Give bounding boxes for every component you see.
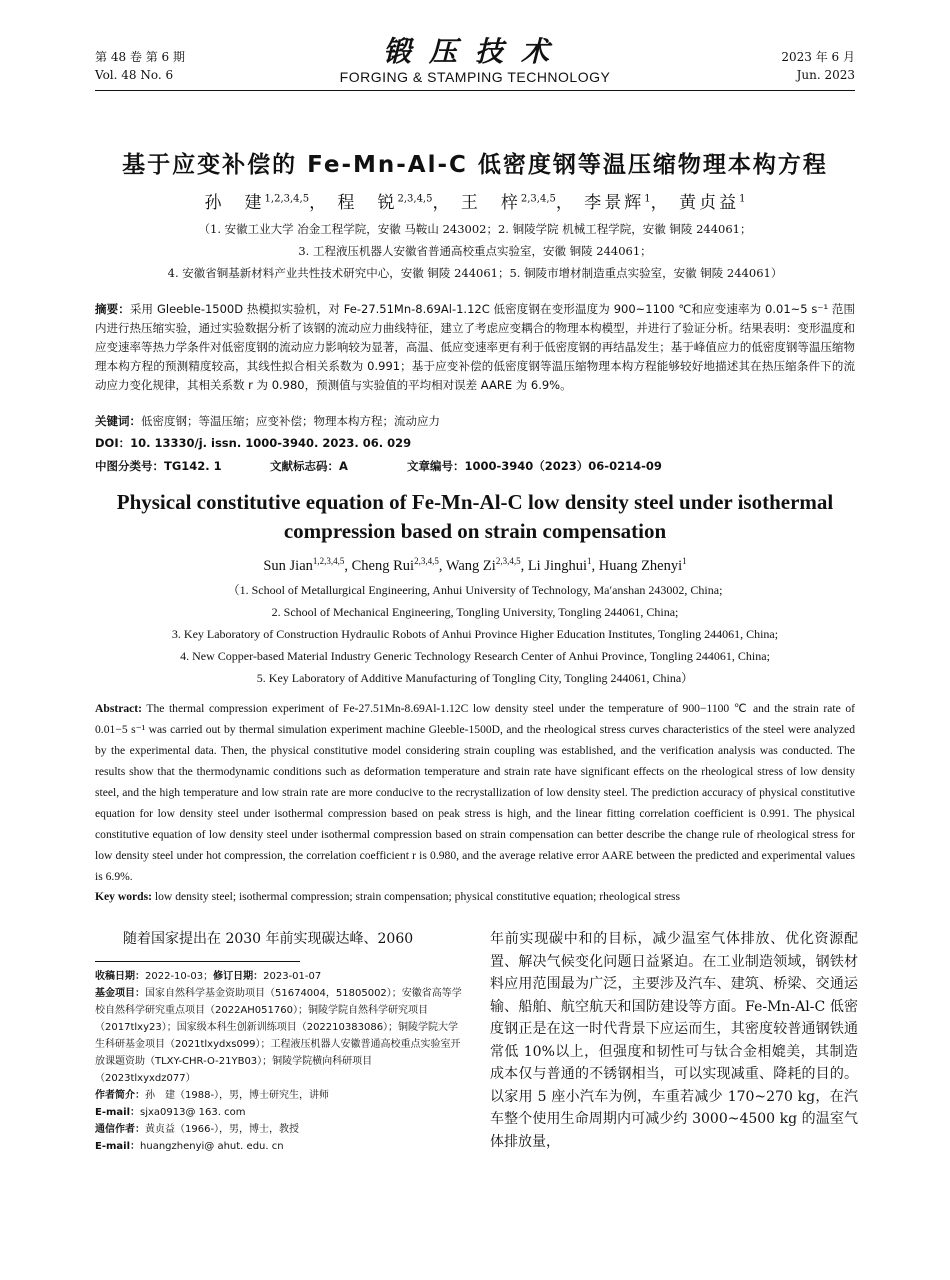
affiliation-line: 5. Key Laboratory of Additive Manufacturing of Tongling City, Tongling 244061, China） — [256, 671, 694, 685]
author-en: Huang Zhenyi — [598, 557, 683, 574]
keywords-en-label: Key words: — [95, 890, 152, 903]
journal-title-cn: 锻压技术 — [382, 35, 567, 68]
article-no-cell — [407, 457, 662, 476]
footnote-text: 国家自然科学基金资助项目（51674004，51805002）；安徽省高等学校自然科学研究重点项目（2022AH051760）；铜陵学院自然科学研究项目（2017tlxy23）；国家级本科生创新训练项目（202210383086）；铜陵学院大学生科研基金项目（2021tlxydxs099）；工程液压机器人安徽普通高校重点实验室开放课题资助（TLXY-CHR-O-21YB03）；铜陵学院横向科研项目（2023tlxyxdz077） — [95, 987, 462, 1084]
author-cn: 黄贞益 — [679, 193, 740, 213]
footnote-received — [95, 968, 463, 985]
body-paragraph: 随着国家提出在 2030 年前实现碳达峰、2060 — [123, 931, 414, 947]
article-no-value: 1000-3940（2023）06-0214-09 — [464, 459, 662, 473]
doc-code-label: 文献标志码： — [270, 459, 339, 473]
footnote-funding — [95, 985, 463, 1087]
author-list-en: Sun Jian$^{1,2,3,4,5}$, Cheng Rui$^{2,3,4,5}$, Wang Zi$^{2,3,4,5}$, Li Jinghui$^1$, Huang Zhenyi$^1$ — [263, 556, 687, 574]
clc-label: 中图分类号： — [95, 459, 164, 473]
footnotes — [95, 968, 463, 1155]
abstract-cn-text: 采用 Gleeble-1500D 热模拟实验机，对 Fe-27.51Mn-8.69Al-1.12C 低密度钢在变形温度为 900~1100 ℃和应变速率为 0.01~5 s⁻¹ 范围内进行热压缩实验，通过实验数据分析了该钢的流动应力曲线特征，建立了考虑应变耦合的物理本构模型，并进行了验证分析。结果表明：变形温度和应变速率等热力学条件对低密度钢的流动应力影响较为显著，高温、低应变速率更有利于低密度钢的再结晶发生；基于峰值应力的低密度钢等温压缩物理本构方程的预测精度较高，其线性拟合相关系数为 0.991；基于应变补偿的低密度钢等温压缩物理本构方程能够较好地描述其在热压缩条件下的流动应力变化规律，其相关系数 r 为 0.980，预测值与实验值的平均相对误差 AARE 为 6.9%。 — [95, 302, 856, 392]
author-en: Cheng Rui — [351, 557, 415, 574]
doi-value[interactable]: 10. 13330/j. issn. 1000-3940. 2023. 06. 029 — [130, 436, 412, 450]
abstract-en-text: The thermal compression experiment of Fe-27.51Mn-8.69Al-1.12C low density steel under the temperature of 900−1100 ℃ and the strain rate of 0.01−5 s⁻¹ was carried out by thermal simulation experiment machine Gleeble-1500D, and the rheological stress curves characteristics of the steel were analyzed by the experimental data. Then, the physical constitutive model considering strain coupling was established, and the verification analysis was conducted. The results show that the thermodynamic conditions such as deformation temperature and strain rate have significant effects on the rheological stress of low density steel, and the high temperature and low strain rate are more conducive to the recrystallization of low density steel. The prediction accuracy of physical constitutive equation for low density steel under isothermal compression based on peak stress is high, and the linear fitting correlation coefficient is 0.991. The physical constitutive equation of low density steel under isothermal compression based on strain compensation can better describe the change rule of rheological stress for low density steel under hot compression, the correlation coefficient r is 0.980, and the average relative error AARE between the predicted and experimental values is 6.9%. — [95, 702, 855, 883]
author-affil-sup: 1 — [739, 193, 746, 205]
body-column-right — [490, 928, 858, 1153]
affiliations-cn — [60, 218, 890, 284]
footnote-label: E-mail： — [95, 1106, 141, 1118]
author-en: Sun Jian — [263, 557, 313, 574]
footnote-label: 作者简介： — [95, 1089, 145, 1101]
affiliation-line: 3. 工程液压机器人安徽省普通高校重点实验室，安徽 铜陵 244061； — [298, 244, 652, 258]
body-paragraph: 年前实现碳中和的目标，减少温室气体排放、优化资源配置、解决气候变化问题日益紧迫。在工业制造领域，钢铁材料应用范围最为广泛，主要涉及汽车、建筑、桥梁、交通运输、船舶、航空航天和国防建设等方面。Fe-Mn-Al-C 低密度钢正是在这一时代背景下应运而生，其密度较普通钢铁通常低 10%以上，但强度和韧性可与钛合金相媲美，其制造成本仅与普通的不锈钢相当，可以实现减重、降耗的目的。以家用 5 座小汽车为例，车重若减少 170~270 kg，在汽车整个使用生命周期内可减少约 3000~4500 kg 的温室气体排放量， — [490, 931, 858, 1150]
author-en: Li Jinghui — [527, 557, 588, 574]
doi-line — [95, 434, 855, 453]
abstract-cn-label: 摘要： — [95, 302, 130, 316]
volume-en: Vol. 48 No. 6 — [95, 68, 174, 82]
author-affil-sup: 1 — [587, 556, 592, 566]
affiliation-line: 2. School of Mechanical Engineering, Tongling University, Tongling 244061, China; — [271, 605, 679, 619]
keywords-cn — [95, 412, 855, 431]
author-cn: 程 锐 — [337, 193, 398, 213]
date-cn: 2023 年 6 月 — [781, 50, 855, 64]
affiliations-en — [60, 579, 890, 689]
clc-cell — [95, 457, 222, 476]
author-affil-sup: 2,3,4,5 — [397, 193, 433, 205]
footnote-text: 黄贞益（1966-），男，博士，教授 — [145, 1123, 300, 1135]
footnote-email[interactable]: huangzhenyi@ ahut. edu. cn — [140, 1140, 284, 1152]
doc-code-value: A — [339, 459, 348, 473]
author-affil-sup: 2,3,4,5 — [414, 556, 439, 566]
footnote-corresponding — [95, 1121, 463, 1138]
keywords-cn-text: 低密度钢；等温压缩；应变补偿；物理本构方程；流动应力 — [141, 414, 440, 428]
volume-cn: 第 48 卷 第 6 期 — [95, 50, 185, 64]
footnote-label: 基金项目： — [95, 987, 145, 999]
author-en: Wang Zi — [445, 557, 496, 574]
footnote-email[interactable]: sjxa0913@ 163. com — [140, 1106, 246, 1118]
journal-title-en: FORGING & STAMPING TECHNOLOGY — [339, 69, 611, 85]
footnote-text: 孙 建（1988-），男，博士研究生，讲师 — [145, 1089, 330, 1101]
footnote-label: 收稿日期： — [95, 970, 145, 982]
affiliation-line: 3. Key Laboratory of Construction Hydraulic Robots of Anhui Province Higher Education Institutes, Tongling 244061, China; — [171, 627, 779, 641]
author-affil-sup: 1,2,3,4,5 — [264, 193, 310, 205]
affiliation-line: 4. New Copper-based Material Industry Generic Technology Research Center of Anhui Province, Tongling 244061, China; — [180, 649, 770, 663]
doc-code-cell — [270, 457, 348, 476]
paper-title-cn: 基于应变补偿的 Fe-Mn-Al-C 低密度钢等温压缩物理本构方程 — [122, 152, 828, 178]
abstract-en-label: Abstract: — [95, 702, 143, 715]
affiliation-line: （1. School of Metallurgical Engineering, Anhui University of Technology, Ma′anshan 243002, China; — [227, 583, 723, 597]
doi-label: DOI： — [95, 436, 131, 450]
abstract-cn — [95, 300, 855, 395]
article-no-label: 文章编号： — [407, 459, 465, 473]
footnote-label: 修订日期： — [213, 970, 264, 982]
author-affil-sup: 2,3,4,5 — [520, 193, 556, 205]
author-affil-sup: 1,2,3,4,5 — [312, 556, 345, 566]
date-en: Jun. 2023 — [796, 68, 855, 82]
affiliation-line: 4. 安徽省铜基新材料产业共性技术研究中心，安徽 铜陵 244061；5. 铜陵市增材制造重点实验室，安徽 铜陵 244061） — [167, 266, 783, 280]
keywords-en — [95, 887, 855, 906]
footnote-rule — [95, 961, 300, 962]
header-date — [781, 48, 855, 84]
footnote-author-bio — [95, 1087, 463, 1104]
author-cn: 李景辉 — [584, 193, 645, 213]
author-affil-sup: 2,3,4,5 — [495, 556, 521, 566]
footnote-label: E-mail： — [95, 1140, 141, 1152]
author-list-cn: 孙 建$^{1,2,3,4,5}$， 程 锐$^{2,3,4,5}$， 王 梓$^{2,3,4,5}$， 李景辉$^1$， 黄贞益$^1$ — [204, 193, 746, 213]
footnote-text: 2023-01-07 — [263, 970, 322, 982]
clc-value: TG142. 1 — [164, 459, 222, 473]
footnote-label: 通信作者： — [95, 1123, 145, 1135]
footnote-text: 2022-10-03； — [145, 970, 214, 982]
author-affil-sup: 1 — [682, 556, 687, 566]
footnote-corresponding-email — [95, 1138, 463, 1155]
header-rule — [95, 90, 855, 91]
keywords-cn-label: 关键词： — [95, 414, 141, 428]
abstract-en — [95, 698, 855, 887]
paper-title-en: Physical constitutive equation of Fe-Mn-Al-C low density steel under isothermal compression based on strain compensation — [116, 490, 834, 543]
journal-masthead — [250, 36, 700, 86]
footnote-author-email — [95, 1104, 463, 1121]
body-column-left — [95, 928, 463, 1155]
keywords-en-text: low density steel; isothermal compression; strain compensation; physical constitutive equation; rheological stress — [154, 890, 681, 903]
author-cn: 王 梓 — [460, 193, 521, 213]
affiliation-line: （1. 安徽工业大学 冶金工程学院，安徽 马鞍山 243002；2. 铜陵学院 机械工程学院，安徽 铜陵 244061； — [198, 222, 752, 236]
author-cn: 孙 建 — [204, 193, 265, 213]
header-volume — [95, 48, 185, 84]
author-affil-sup: 1 — [644, 193, 651, 205]
